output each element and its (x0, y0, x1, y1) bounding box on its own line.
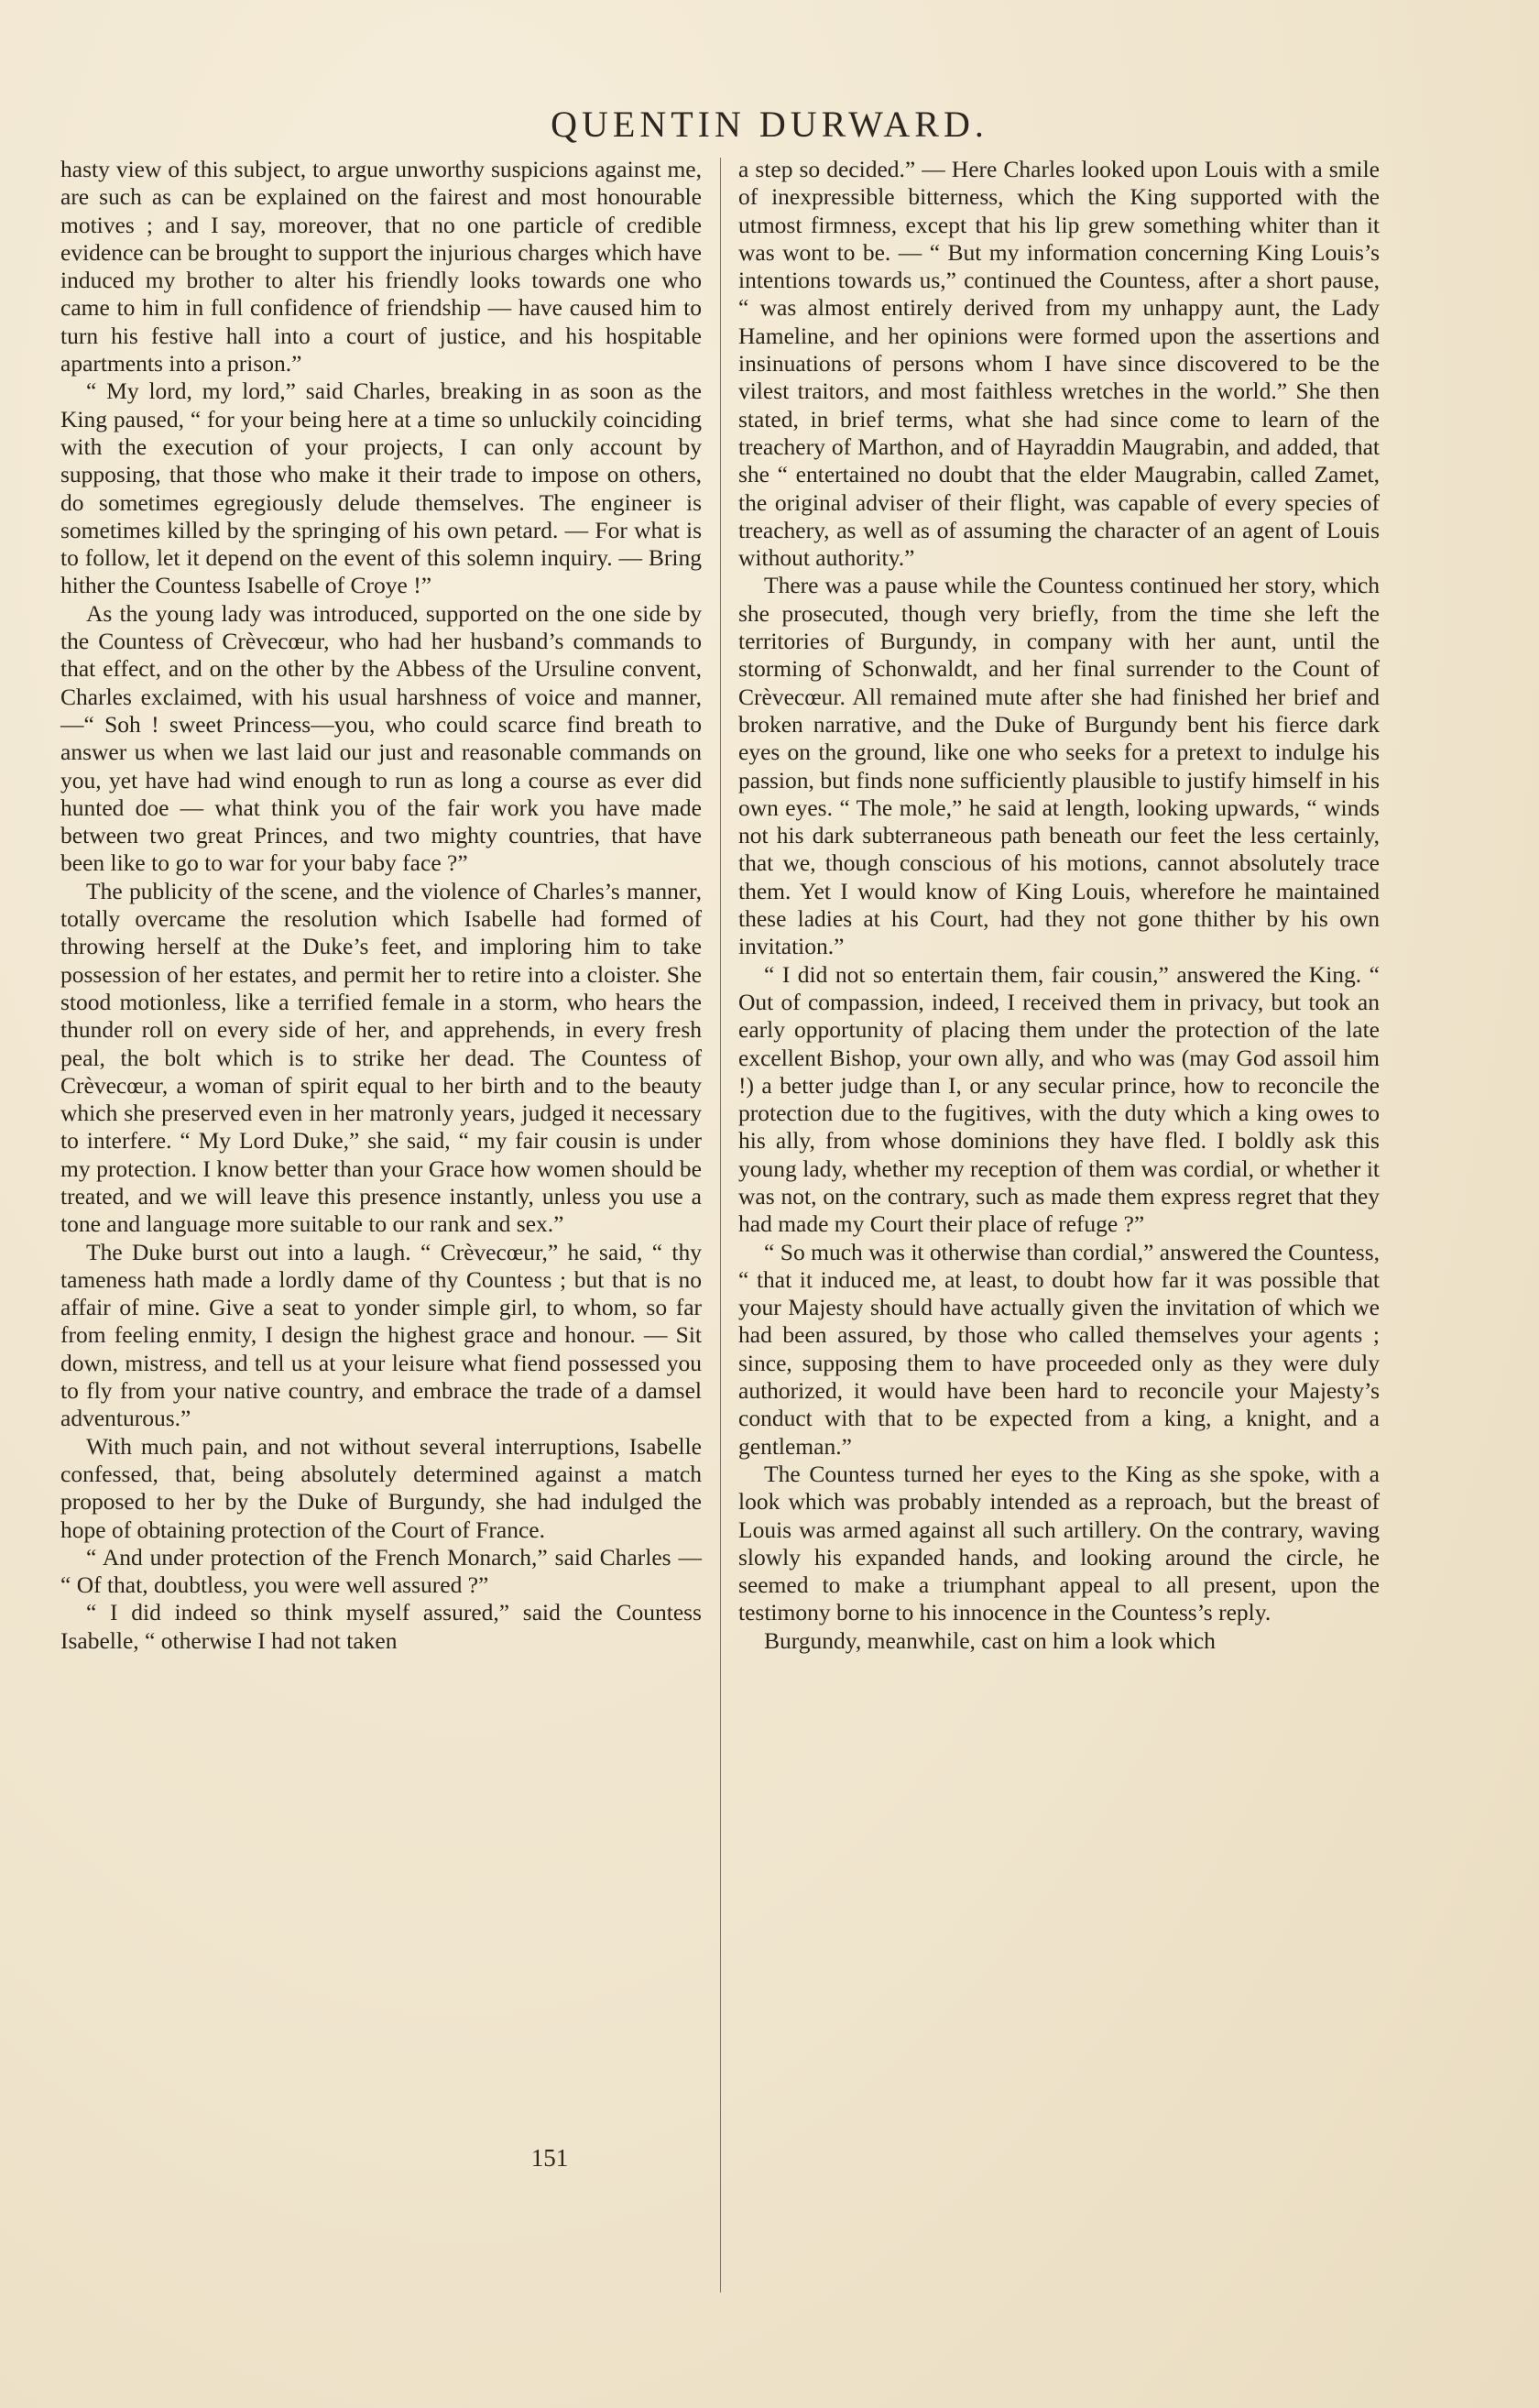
page-number: 151 (530, 2144, 569, 2172)
paragraph: As the young lady was introduced, supported on the one side by the Countess of Crèvecœur, who had her husband’s commands to that effect, and on the other by the Abbess of the Ursuline convent, Charles exclaimed, with his usual harshness of voice and manner,—“ Soh ! sweet Princess—you, who could scarce find breath to answer us when we last laid our just and reasonable commands on you, yet have had wind enough to run as long a course as ever did hunted doe — what think you of the fair work you have made between two great Princes, and two mighty countries, that have been like to go to war for your baby face ?” (60, 599, 702, 877)
paragraph: With much pain, and not without several interruptions, Isabelle confessed, that, being absolutely determined against a match proposed to her by the Duke of Burgundy, she had indulged the hope of obtaining protection of the Court of France. (60, 1432, 702, 1543)
running-title: QUENTIN DURWARD. (551, 104, 988, 145)
paragraph: “ I did indeed so think myself assured,” said the Countess Isabelle, “ otherwise I had not taken (60, 1599, 702, 1654)
paragraph: Burgundy, meanwhile, cast on him a look which (764, 1626, 1216, 1654)
paragraph: a step so decided.” — Here Charles looked upon Louis with a smile of inexpressible bitterness, which the King supported with the utmost firmness, except that his lip grew something whiter than it was wont to be. — “ But my information concerning King Louis’s intentions towards us,” continued the Countess, after a short pause, “ was almost entirely derived from my unhappy aunt, the Lady Hameline, and her opinions were formed upon the assertions and insinuations of persons whom I have since discovered to be the vilest traitors, and most faithless wretches in the world.” She then stated, in brief terms, what she had since come to learn of the treachery of Marthon, and of Hayraddin Maugrabin, and added, that she “ entertained no doubt that the elder Maugrabin, called Zamet, the original adviser of their flight, was capable of every species of treachery, as well as of assuming the character of an agent of Louis without authority.” (738, 156, 1380, 572)
left-column (60, 156, 702, 1655)
paragraph: The publicity of the scene, and the violence of Charles’s manner, totally overcame the resolution which Isabelle had formed of throwing herself at the Duke’s feet, and imploring him to take possession of her estates, and permit her to retire into a cloister. She stood motionless, like a terrified female in a storm, who hears the thunder roll on every side of her, and apprehends, in every fresh peal, the bolt which is to strike her dead. The Countess of Crèvecœur, a woman of spirit equal to her birth and to the beauty which she preserved even in her matronly years, judged it necessary to interfere. “ My Lord Duke,” she said, “ my fair cousin is under my protection. I know better than your Grace how women should be treated, and we will leave this presence instantly, unless you use a tone and language more suitable to our rank and sex.” (60, 877, 702, 1238)
paragraph: “ So much was it otherwise than cordial,” answered the Countess, “ that it induced me, at least, to doubt how far it was possible that your Majesty should have actually given the invitation of which we had been assured, by those who called themselves your agents ; since, supposing them to have proceeded only as they were duly authorized, it would have been hard to reconcile your Majesty’s conduct with that to be expected from a king, a knight, and a gentleman.” (738, 1238, 1380, 1460)
paragraph: The Duke burst out into a laugh. “ Crèvecœur,” he said, “ thy tameness hath made a lordly dame of thy Countess ; but that is no affair of mine. Give a seat to yonder simple girl, to whom, so far from feeling enmity, I design the highest grace and honour. — Sit down, mistress, and tell us at your leisure what fiend possessed you to fly from your native country, and embrace the trade of a damsel adventurous.” (60, 1238, 702, 1432)
paragraph: The Countess turned her eyes to the King as she spoke, with a look which was probably intended as a reproach, but the breast of Louis was armed against all such artillery. On the contrary, waving slowly his expanded hands, and looking around the circle, he seemed to make a triumphant appeal to all present, upon the testimony borne to his innocence in the Countess’s reply. (738, 1460, 1380, 1626)
paragraph: hasty view of this subject, to argue unworthy suspicions against me, are such as can be explained on the fairest and most honourable motives ; and I say, moreover, that no one particle of credible evidence can be brought to support the injurious charges which have induced my brother to alter his friendly looks towards one who came to him in full confidence of friendship — have caused him to turn his festive hall into a court of justice, and his hospitable apartments into a prison.” (60, 156, 702, 378)
paragraph: “ My lord, my lord,” said Charles, breaking in as soon as the King paused, “ for your being here at a time so unluckily coinciding with the execution of your projects, I can only account by supposing, that those who make it their trade to impose on others, do sometimes egregiously delude themselves. The engineer is sometimes killed by the springing of his own petard. — For what is to follow, let it depend on the event of this solemn inquiry. — Bring hither the Countess Isabelle of Croye !” (60, 378, 702, 599)
right-column (738, 156, 1380, 1655)
paragraph: There was a pause while the Countess continued her story, which she prosecuted, though very briefly, from the time she left the territories of Burgundy, in company with her aunt, until the storming of Schonwaldt, and her final surrender to the Count of Crèvecœur. All remained mute after she had finished her brief and broken narrative, and the Duke of Burgundy bent his fierce dark eyes on the ground, like one who seeks for a pretext to indulge his passion, but finds none sufficiently plausible to justify himself in his own eyes. “ The mole,” he said at length, looking upwards, “ winds not his dark subterraneous path beneath our feet the less certainly, that we, though conscious of his motions, cannot absolutely trace them. Yet I would know of King Louis, wherefore he maintained these ladies at his Court, had they not gone thither by his own invitation.” (738, 572, 1380, 960)
paragraph: “ And under protection of the French Monarch,” said Charles — “ Of that, doubtless, you were well assured ?” (60, 1543, 702, 1599)
column-divider (720, 158, 721, 2293)
paragraph: “ I did not so entertain them, fair cousin,” answered the King. “ Out of compassion, indeed, I received them in privacy, but took an early opportunity of placing them under the protection of the late excellent Bishop, your own ally, and who was (may God assoil him !) a better judge than I, or any secular prince, how to reconcile the protection due to the fugitives, with the duty which a king owes to his ally, from whose dominions they have fled. I boldly ask this young lady, whether my reception of them was cordial, or whether it was not, on the contrary, such as made them express regret that they had made my Court their place of refuge ?” (738, 960, 1380, 1238)
